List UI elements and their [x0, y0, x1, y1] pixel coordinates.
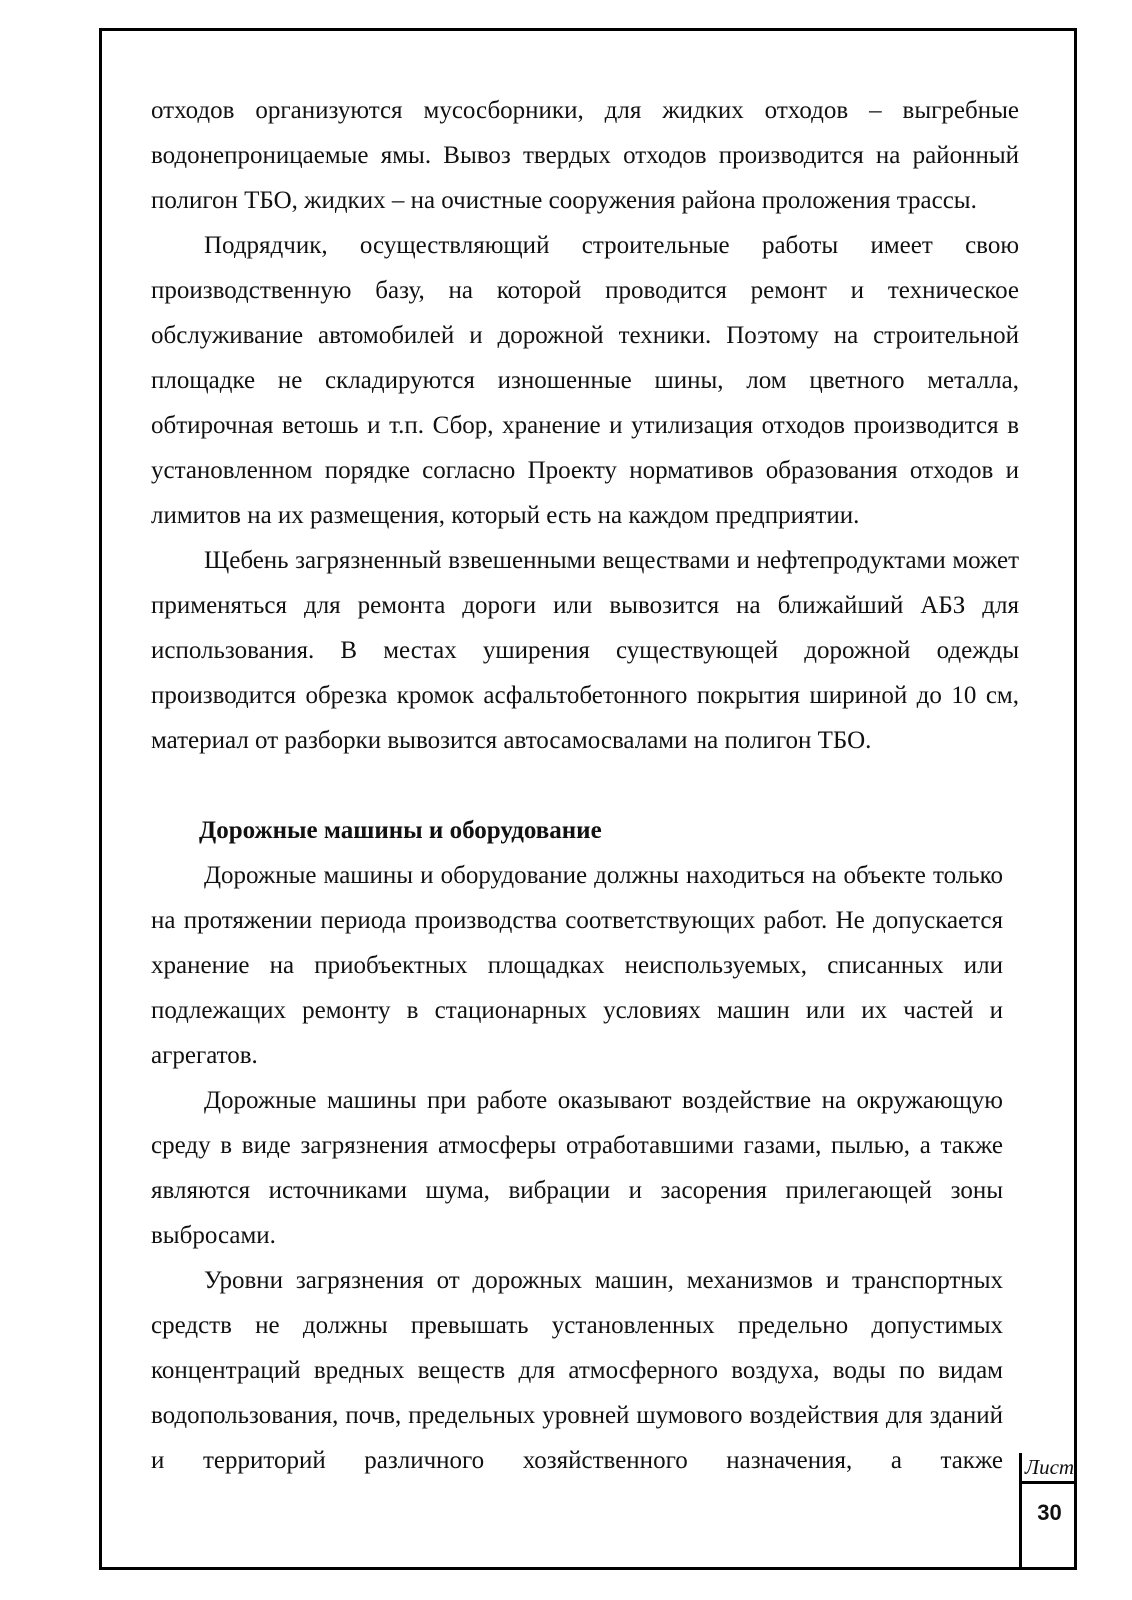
paragraph-continued: отходов организуются мусосборники, для жидких отходов – выгребные водонепроницаемые ямы. Вывоз твердых отходов производится на районный полигон ТБО, жидких – на очистные сооружения района проложения трассы. [151, 97, 1019, 214]
paragraph-machines-impact: Дорожные машины при работе оказывают воздействие на окружающую среду в виде загрязнения атмосферы отработавшими газами, пылью, а также являются источниками шума, вибрации и засорения прилегающей зоны выбросами. [151, 1087, 1003, 1249]
document-body [151, 88, 1132, 1483]
sheet-number-stamp [1019, 1453, 1077, 1570]
paragraph-contractor: Подрядчик, осуществляющий строительные работы имеет свою производственную базу, на которой проводится ремонт и техническое обслуживание автомобилей и дорожной техники. Поэтому на строительной площадке не складируются изношенные шины, лом цветного металла, обтирочная ветошь и т.п. Сбор, хранение и утилизация отходов производится в установленном порядке согласно Проекту нормативов образования отходов и лимитов на их размещения, который есть на каждом предприятии. [151, 232, 1019, 529]
paragraph-pollution-levels: Уровни загрязнения от дорожных машин, механизмов и транспортных средств не должны превышать установленных предельно допустимых концентраций вредных веществ для атмосферного воздуха, воды по видам водопользования, почв, предельных уровней шумового воздействия для зданий и территорий различного хозяйственного назначения, а также [151, 1267, 1003, 1474]
section-heading: Дорожные машины и оборудование [199, 817, 602, 844]
section-gap [151, 763, 1132, 808]
sheet-number: 30 [1037, 1500, 1062, 1525]
paragraph-machines-onsite: Дорожные машины и оборудование должны находиться на объекте только на протяжении периода производства соответствующих работ. Не допускается хранение на приобъектных площадках неиспользуемых, списанных или подлежащих ремонту в стационарных условиях машин или их частей и агрегатов. [151, 862, 1003, 1069]
paragraph-gravel: Щебень загрязненный взвешенными веществами и нефтепродуктами может применяться для ремонта дороги или вывозится на ближайший АБЗ для использования. В местах уширения существующей дорожной одежды производится обрезка кромок асфальтобетонного покрытия шириной до 10 см, материал от разборки вывозится автосамосвалами на полигон ТБО. [151, 547, 1019, 754]
sheet-label: Лист [1022, 1453, 1077, 1484]
